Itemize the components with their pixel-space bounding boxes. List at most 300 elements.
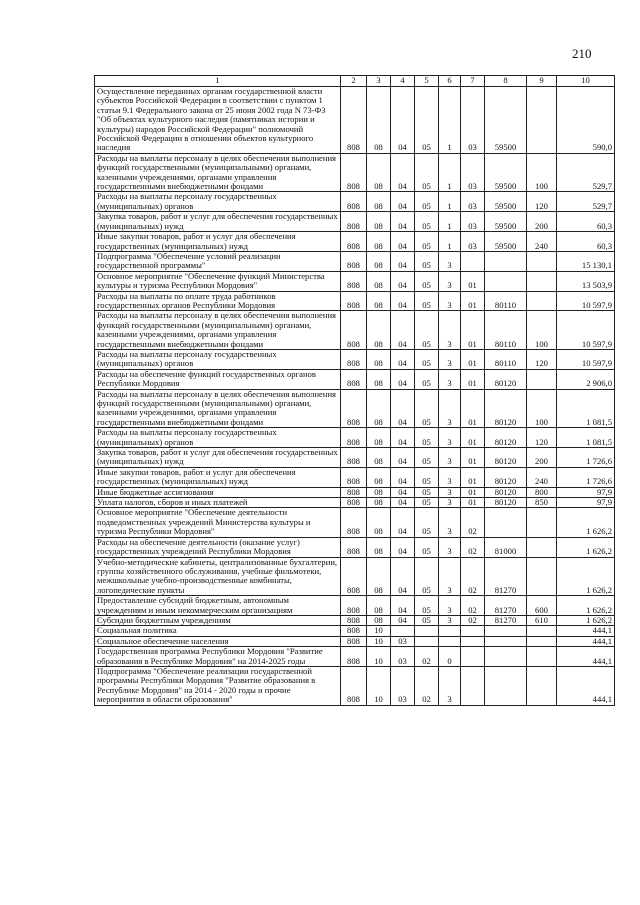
code-cell: 808 — [341, 369, 367, 389]
column-header: 1 — [95, 76, 341, 87]
amount-cell: 444,1 — [557, 626, 615, 636]
table-row — [95, 666, 615, 705]
code-cell: 04 — [391, 291, 415, 311]
code-cell: 01 — [461, 487, 485, 497]
code-cell: 80120 — [485, 428, 527, 448]
column-header: 10 — [557, 76, 615, 87]
code-cell: 3 — [439, 369, 461, 389]
code-cell: 808 — [341, 271, 367, 291]
code-cell: 1 — [439, 192, 461, 212]
table-row — [95, 615, 615, 625]
table-row — [95, 251, 615, 271]
amount-cell: 1 626,2 — [557, 615, 615, 625]
column-header: 8 — [485, 76, 527, 87]
code-cell: 81270 — [485, 596, 527, 616]
row-name-cell: Подпрограмма "Обеспечение условий реализации государственной программы" — [95, 251, 341, 271]
code-cell: 05 — [415, 87, 439, 154]
code-cell: 05 — [415, 557, 439, 596]
code-cell: 08 — [367, 508, 391, 537]
table-row — [95, 192, 615, 212]
code-cell: 05 — [415, 349, 439, 369]
code-cell: 04 — [391, 212, 415, 232]
table-row — [95, 537, 615, 557]
code-cell: 03 — [461, 212, 485, 232]
code-cell: 01 — [461, 311, 485, 350]
table-row — [95, 389, 615, 428]
code-cell: 120 — [527, 428, 557, 448]
code-cell: 01 — [461, 448, 485, 468]
code-cell: 05 — [415, 271, 439, 291]
amount-cell: 1 081,5 — [557, 389, 615, 428]
table-row — [95, 647, 615, 667]
table-row — [95, 498, 615, 508]
code-cell: 08 — [367, 428, 391, 448]
amount-cell: 444,1 — [557, 647, 615, 667]
code-cell: 01 — [461, 428, 485, 448]
code-cell: 08 — [367, 487, 391, 497]
row-name-cell: Расходы на выплаты персоналу в целях обеспечения выполнения функций государственными (муниципальными) органами, казенными учреждениями, органами управления государственными внебюджетными фондами — [95, 311, 341, 350]
code-cell: 1 — [439, 232, 461, 252]
code-cell: 3 — [439, 428, 461, 448]
code-cell: 200 — [527, 212, 557, 232]
table-row — [95, 596, 615, 616]
code-cell — [527, 537, 557, 557]
code-cell: 3 — [439, 271, 461, 291]
code-cell: 04 — [391, 508, 415, 537]
amount-cell: 10 597,9 — [557, 291, 615, 311]
code-cell — [415, 626, 439, 636]
row-name-cell: Расходы на выплаты персоналу государственных (муниципальных) органов — [95, 428, 341, 448]
row-name-cell: Иные бюджетные ассигнования — [95, 487, 341, 497]
code-cell — [527, 87, 557, 154]
code-cell: 80110 — [485, 311, 527, 350]
code-cell: 04 — [391, 428, 415, 448]
code-cell: 08 — [367, 349, 391, 369]
table-row — [95, 448, 615, 468]
code-cell: 05 — [415, 251, 439, 271]
code-cell: 59500 — [485, 153, 527, 192]
code-cell: 3 — [439, 311, 461, 350]
row-name-cell: Предоставление субсидий бюджетным, автономным учреждениям и иным некоммерческим организациям — [95, 596, 341, 616]
code-cell — [391, 626, 415, 636]
code-cell: 120 — [527, 349, 557, 369]
code-cell — [461, 626, 485, 636]
code-cell: 808 — [341, 647, 367, 667]
amount-cell: 60,3 — [557, 212, 615, 232]
code-cell: 808 — [341, 291, 367, 311]
amount-cell: 1 726,6 — [557, 448, 615, 468]
code-cell — [439, 626, 461, 636]
code-cell: 02 — [461, 537, 485, 557]
code-cell: 808 — [341, 666, 367, 705]
amount-cell: 590,0 — [557, 87, 615, 154]
code-cell: 10 — [367, 647, 391, 667]
code-cell — [527, 251, 557, 271]
amount-cell: 10 597,9 — [557, 311, 615, 350]
code-cell: 10 — [367, 626, 391, 636]
code-cell: 08 — [367, 498, 391, 508]
code-cell — [527, 557, 557, 596]
code-cell — [485, 626, 527, 636]
code-cell: 04 — [391, 349, 415, 369]
code-cell: 1 — [439, 153, 461, 192]
code-cell: 05 — [415, 192, 439, 212]
code-cell: 59500 — [485, 87, 527, 154]
row-name-cell: Подпрограмма "Обеспечение реализации государственной программы Республики Мордовия "Развитие образования в Республике Мордовия" на 2014 - 2020 годы и прочие мероприятия в области образования" — [95, 666, 341, 705]
amount-cell: 97,9 — [557, 498, 615, 508]
column-header: 2 — [341, 76, 367, 87]
code-cell: 3 — [439, 557, 461, 596]
code-cell: 08 — [367, 389, 391, 428]
row-name-cell: Уплата налогов, сборов и иных платежей — [95, 498, 341, 508]
code-cell: 80120 — [485, 448, 527, 468]
code-cell — [461, 647, 485, 667]
table-row — [95, 557, 615, 596]
page-number: 210 — [572, 46, 592, 61]
code-cell: 04 — [391, 369, 415, 389]
code-cell: 808 — [341, 498, 367, 508]
code-cell: 08 — [367, 467, 391, 487]
row-name-cell: Расходы на выплаты персоналу в целях обеспечения выполнения функций государственными (муниципальными) органами, казенными учреждениями, органами управления государственными внебюджетными фондами — [95, 389, 341, 428]
code-cell: 08 — [367, 311, 391, 350]
code-cell: 3 — [439, 537, 461, 557]
code-cell: 05 — [415, 615, 439, 625]
amount-cell: 10 597,9 — [557, 349, 615, 369]
row-name-cell: Расходы на выплаты персоналу в целях обеспечения выполнения функций государственными (муниципальными) органами, казенными учреждениями, органами управления государственными внебюджетными фондами — [95, 153, 341, 192]
code-cell — [461, 636, 485, 646]
code-cell: 05 — [415, 311, 439, 350]
code-cell: 02 — [461, 615, 485, 625]
table-row — [95, 232, 615, 252]
code-cell: 05 — [415, 448, 439, 468]
code-cell: 3 — [439, 508, 461, 537]
code-cell: 800 — [527, 487, 557, 497]
code-cell: 100 — [527, 389, 557, 428]
code-cell: 04 — [391, 448, 415, 468]
code-cell: 01 — [461, 467, 485, 487]
code-cell: 08 — [367, 615, 391, 625]
code-cell: 03 — [391, 666, 415, 705]
code-cell: 3 — [439, 389, 461, 428]
code-cell: 04 — [391, 467, 415, 487]
code-cell: 05 — [415, 467, 439, 487]
header-row — [95, 76, 615, 87]
code-cell: 05 — [415, 212, 439, 232]
code-cell: 05 — [415, 232, 439, 252]
code-cell: 08 — [367, 537, 391, 557]
table-row — [95, 467, 615, 487]
code-cell: 3 — [439, 596, 461, 616]
code-cell: 808 — [341, 557, 367, 596]
row-name-cell: Субсидии бюджетным учреждениям — [95, 615, 341, 625]
code-cell: 80120 — [485, 487, 527, 497]
code-cell: 808 — [341, 537, 367, 557]
row-name-cell: Основное мероприятие "Обеспечение функций Министерства культуры и туризма Республики Мордовия" — [95, 271, 341, 291]
code-cell: 04 — [391, 251, 415, 271]
code-cell: 808 — [341, 153, 367, 192]
code-cell: 04 — [391, 271, 415, 291]
code-cell: 08 — [367, 557, 391, 596]
code-cell: 03 — [461, 232, 485, 252]
code-cell: 05 — [415, 487, 439, 497]
code-cell: 04 — [391, 557, 415, 596]
code-cell: 01 — [461, 271, 485, 291]
table-row — [95, 369, 615, 389]
column-header: 5 — [415, 76, 439, 87]
row-name-cell: Расходы на обеспечение деятельности (оказание услуг) государственных учреждений Республики Мордовия — [95, 537, 341, 557]
code-cell — [527, 647, 557, 667]
code-cell: 808 — [341, 467, 367, 487]
code-cell — [485, 636, 527, 646]
table-row — [95, 311, 615, 350]
code-cell: 3 — [439, 666, 461, 705]
code-cell: 01 — [461, 389, 485, 428]
code-cell: 808 — [341, 615, 367, 625]
code-cell: 08 — [367, 192, 391, 212]
code-cell: 59500 — [485, 192, 527, 212]
code-cell: 08 — [367, 448, 391, 468]
table-row — [95, 212, 615, 232]
code-cell: 05 — [415, 596, 439, 616]
code-cell — [485, 647, 527, 667]
row-name-cell: Расходы на выплаты по оплате труда работников государственных органов Республики Мордовия — [95, 291, 341, 311]
column-header: 7 — [461, 76, 485, 87]
row-name-cell: Учебно-методические кабинеты, централизованные бухгалтерии, группы хозяйственного обслуживания, учебные фильмотеки, межшкольные учебно-производственные комбинаты, логопедические пункты — [95, 557, 341, 596]
code-cell: 03 — [391, 647, 415, 667]
code-cell — [527, 626, 557, 636]
code-cell: 04 — [391, 232, 415, 252]
row-name-cell: Закупка товаров, работ и услуг для обеспечения государственных (муниципальных) нужд — [95, 212, 341, 232]
code-cell: 08 — [367, 271, 391, 291]
code-cell — [527, 369, 557, 389]
code-cell: 81270 — [485, 557, 527, 596]
table-row — [95, 428, 615, 448]
code-cell: 08 — [367, 153, 391, 192]
code-cell: 04 — [391, 537, 415, 557]
column-header: 6 — [439, 76, 461, 87]
code-cell: 808 — [341, 508, 367, 537]
code-cell: 120 — [527, 192, 557, 212]
code-cell: 10 — [367, 636, 391, 646]
column-header: 3 — [367, 76, 391, 87]
code-cell: 01 — [461, 349, 485, 369]
code-cell: 08 — [367, 212, 391, 232]
code-cell: 05 — [415, 389, 439, 428]
code-cell: 80110 — [485, 349, 527, 369]
table-row — [95, 291, 615, 311]
amount-cell: 1 081,5 — [557, 428, 615, 448]
code-cell: 1 — [439, 87, 461, 154]
table-row — [95, 153, 615, 192]
row-name-cell: Осуществление переданных органам государственной власти субъектов Российской Федерации в соответствии с пунктом 1 статьи 9.1 Федерального закона от 25 июня 2002 года N 73-ФЗ "Об объектах культурного наследия (памятниках истории и культуры) народов Российской Федерации" полномочий Российской Федерации в отношении объектов культурного наследия — [95, 87, 341, 154]
code-cell: 0 — [439, 647, 461, 667]
code-cell: 808 — [341, 251, 367, 271]
code-cell: 01 — [461, 498, 485, 508]
table-row — [95, 349, 615, 369]
code-cell: 08 — [367, 291, 391, 311]
code-cell: 81000 — [485, 537, 527, 557]
table-row — [95, 87, 615, 154]
code-cell — [485, 251, 527, 271]
table-body — [95, 87, 615, 706]
code-cell: 600 — [527, 596, 557, 616]
code-cell: 02 — [461, 557, 485, 596]
code-cell — [485, 271, 527, 291]
code-cell: 02 — [461, 508, 485, 537]
code-cell: 1 — [439, 212, 461, 232]
row-name-cell: Расходы на выплаты персоналу государственных (муниципальных) органов — [95, 349, 341, 369]
amount-cell: 97,9 — [557, 487, 615, 497]
amount-cell: 444,1 — [557, 636, 615, 646]
code-cell: 3 — [439, 615, 461, 625]
code-cell: 808 — [341, 636, 367, 646]
code-cell: 808 — [341, 212, 367, 232]
code-cell: 01 — [461, 291, 485, 311]
code-cell — [485, 508, 527, 537]
code-cell: 80120 — [485, 369, 527, 389]
code-cell: 08 — [367, 596, 391, 616]
row-name-cell: Расходы на выплаты персоналу государственных (муниципальных) органов — [95, 192, 341, 212]
amount-cell: 1 626,2 — [557, 557, 615, 596]
code-cell: 59500 — [485, 212, 527, 232]
code-cell: 200 — [527, 448, 557, 468]
table-row — [95, 271, 615, 291]
code-cell: 808 — [341, 487, 367, 497]
code-cell: 808 — [341, 311, 367, 350]
code-cell: 3 — [439, 349, 461, 369]
code-cell: 808 — [341, 232, 367, 252]
code-cell: 04 — [391, 596, 415, 616]
code-cell: 808 — [341, 596, 367, 616]
code-cell: 80110 — [485, 291, 527, 311]
amount-cell: 1 626,2 — [557, 537, 615, 557]
code-cell: 04 — [391, 615, 415, 625]
table-row — [95, 626, 615, 636]
code-cell: 05 — [415, 369, 439, 389]
code-cell — [439, 636, 461, 646]
code-cell: 80120 — [485, 498, 527, 508]
amount-cell: 2 906,0 — [557, 369, 615, 389]
table-row — [95, 508, 615, 537]
code-cell — [527, 291, 557, 311]
budget-table — [94, 75, 615, 706]
code-cell: 04 — [391, 87, 415, 154]
code-cell: 05 — [415, 291, 439, 311]
code-cell: 100 — [527, 311, 557, 350]
code-cell: 808 — [341, 349, 367, 369]
code-cell: 3 — [439, 467, 461, 487]
amount-cell: 13 503,9 — [557, 271, 615, 291]
code-cell — [461, 666, 485, 705]
code-cell: 808 — [341, 428, 367, 448]
code-cell: 02 — [461, 596, 485, 616]
row-name-cell: Основное мероприятие "Обеспечение деятельности подведомственных учреждений Министерства культуры и туризма Республики Мордовия" — [95, 508, 341, 537]
amount-cell: 529,7 — [557, 153, 615, 192]
code-cell: 81270 — [485, 615, 527, 625]
code-cell: 02 — [415, 647, 439, 667]
code-cell: 100 — [527, 153, 557, 192]
code-cell: 808 — [341, 626, 367, 636]
code-cell: 08 — [367, 87, 391, 154]
code-cell — [485, 666, 527, 705]
code-cell: 03 — [461, 87, 485, 154]
code-cell: 04 — [391, 498, 415, 508]
code-cell: 04 — [391, 192, 415, 212]
code-cell: 08 — [367, 232, 391, 252]
table-row — [95, 487, 615, 497]
code-cell: 3 — [439, 251, 461, 271]
amount-cell: 444,1 — [557, 666, 615, 705]
code-cell: 02 — [415, 666, 439, 705]
column-header: 4 — [391, 76, 415, 87]
code-cell — [461, 251, 485, 271]
code-cell: 3 — [439, 448, 461, 468]
code-cell: 808 — [341, 389, 367, 428]
row-name-cell: Государственная программа Республики Мордовия "Развитие образования в Республике Мордовия" на 2014-2025 годы — [95, 647, 341, 667]
code-cell: 80120 — [485, 467, 527, 487]
amount-cell: 15 130,1 — [557, 251, 615, 271]
code-cell: 3 — [439, 487, 461, 497]
code-cell — [527, 636, 557, 646]
code-cell: 610 — [527, 615, 557, 625]
code-cell: 04 — [391, 153, 415, 192]
code-cell: 04 — [391, 389, 415, 428]
code-cell: 03 — [461, 192, 485, 212]
code-cell — [527, 271, 557, 291]
code-cell — [415, 636, 439, 646]
code-cell: 10 — [367, 666, 391, 705]
row-name-cell: Закупка товаров, работ и услуг для обеспечения государственных (муниципальных) нужд — [95, 448, 341, 468]
code-cell: 03 — [461, 153, 485, 192]
code-cell: 05 — [415, 508, 439, 537]
row-name-cell: Социальное обеспечение населения — [95, 636, 341, 646]
row-name-cell: Иные закупки товаров, работ и услуг для обеспечения государственных (муниципальных) нужд — [95, 467, 341, 487]
code-cell: 03 — [391, 636, 415, 646]
code-cell: 08 — [367, 251, 391, 271]
code-cell: 240 — [527, 232, 557, 252]
code-cell — [527, 508, 557, 537]
code-cell: 808 — [341, 192, 367, 212]
code-cell: 05 — [415, 153, 439, 192]
row-name-cell: Расходы на обеспечение функций государственных органов Республики Мордовия — [95, 369, 341, 389]
row-name-cell: Социальная политика — [95, 626, 341, 636]
code-cell: 80120 — [485, 389, 527, 428]
table-row — [95, 636, 615, 646]
code-cell: 3 — [439, 291, 461, 311]
amount-cell: 60,3 — [557, 232, 615, 252]
column-header: 9 — [527, 76, 557, 87]
code-cell: 3 — [439, 498, 461, 508]
code-cell: 05 — [415, 428, 439, 448]
code-cell: 59500 — [485, 232, 527, 252]
row-name-cell: Иные закупки товаров, работ и услуг для обеспечения государственных (муниципальных) нужд — [95, 232, 341, 252]
amount-cell: 1 626,2 — [557, 596, 615, 616]
amount-cell: 529,7 — [557, 192, 615, 212]
code-cell: 01 — [461, 369, 485, 389]
amount-cell: 1 726,6 — [557, 467, 615, 487]
code-cell: 05 — [415, 537, 439, 557]
code-cell: 05 — [415, 498, 439, 508]
code-cell: 240 — [527, 467, 557, 487]
code-cell: 808 — [341, 87, 367, 154]
code-cell: 850 — [527, 498, 557, 508]
code-cell — [527, 666, 557, 705]
amount-cell: 1 626,2 — [557, 508, 615, 537]
code-cell: 04 — [391, 487, 415, 497]
code-cell: 808 — [341, 448, 367, 468]
code-cell: 08 — [367, 369, 391, 389]
code-cell: 04 — [391, 311, 415, 350]
